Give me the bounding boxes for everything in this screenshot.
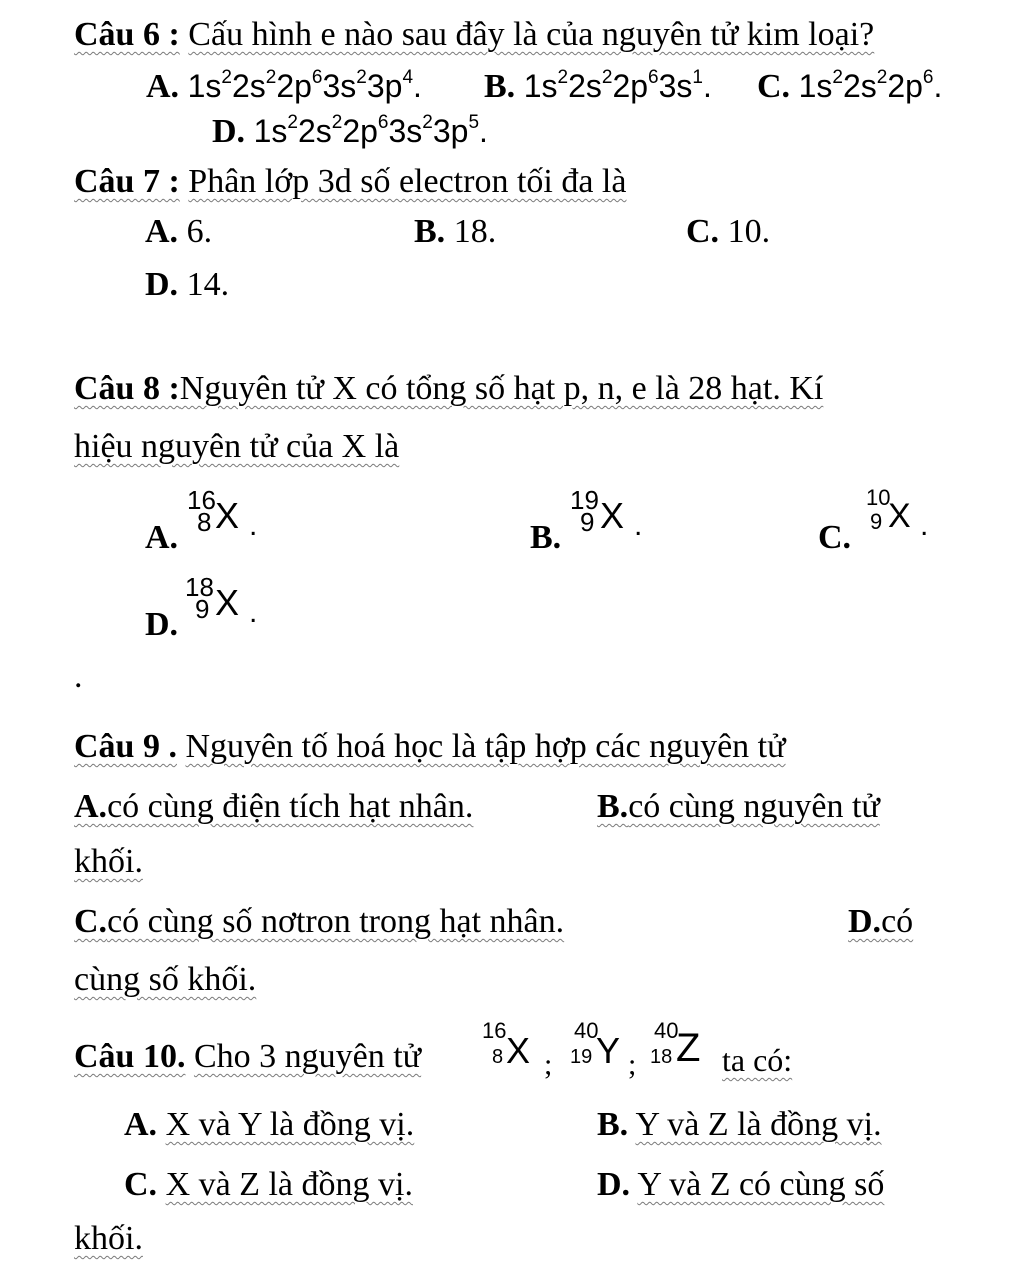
- q6-label: Câu 6 :: [74, 16, 180, 53]
- q7-option-c[interactable]: C. 10.: [686, 213, 771, 250]
- q10-option-b[interactable]: B. Y và Z là đồng vị.: [597, 1106, 882, 1143]
- q7-option-a[interactable]: A. 6.: [145, 213, 213, 250]
- q6-option-d[interactable]: D. $1s^22s^22p^63s^23p^5$.: [212, 112, 488, 150]
- q10-separator-2: ;: [628, 1048, 637, 1081]
- q10-text-after: ta có:: [722, 1042, 793, 1078]
- q10-atom-x: 16 8 X: [482, 1018, 531, 1071]
- q9-option-d[interactable]: D.có: [848, 903, 914, 940]
- q6-option-b-config: $1s^22s^22p^63s^1$.: [523, 67, 712, 104]
- q8-option-a-isotope: 16 8 X .: [187, 485, 258, 542]
- q6-option-a-config: $1s^22s^22p^63s^23p^4$.: [187, 67, 422, 104]
- q8-option-d[interactable]: D. 18 9 X .: [145, 572, 285, 632]
- stray-dot: .: [74, 658, 83, 695]
- q7-option-b[interactable]: B. 18.: [414, 213, 497, 250]
- q9-question: [74, 730, 786, 764]
- q8-option-a[interactable]: A. 16 8 X .: [145, 485, 285, 545]
- q8-option-c[interactable]: C. 10 9 X .: [818, 485, 958, 545]
- q6-option-c-config: $1s^22s^22p^6$.: [798, 67, 943, 104]
- q9-option-d-continued: cùng số khối.: [74, 961, 257, 998]
- q10-separator-1: ;: [544, 1048, 553, 1081]
- q9-option-b[interactable]: B.có cùng nguyên tử: [597, 788, 880, 825]
- q6-text: Cấu hình e nào sau đây là của nguyên tử kim loại?: [188, 16, 875, 53]
- q9-option-a[interactable]: A.có cùng điện tích hạt nhân.: [74, 788, 474, 825]
- q10-atom-z: 40 18 Z: [650, 1018, 701, 1070]
- q10-text-before: Cho 3 nguyên tử: [193, 1038, 422, 1075]
- q8-text-line2: hiệu nguyên tử của X là: [74, 428, 400, 465]
- q10-atoms: [478, 1018, 718, 1080]
- q6-option-c[interactable]: C. $1s^22s^22p^6$.: [757, 67, 943, 105]
- q10-question: [74, 1040, 421, 1074]
- q6-option-d-config: $1s^22s^22p^63s^23p^5$.: [253, 112, 488, 149]
- q8-option-c-isotope: 10 9 X .: [866, 485, 929, 542]
- q7-question: [74, 165, 626, 199]
- q7-label: Câu 7 :: [74, 163, 180, 200]
- q10-option-a[interactable]: A. X và Y là đồng vị.: [124, 1106, 415, 1143]
- q10-option-d[interactable]: D. Y và Z có cùng số: [597, 1166, 885, 1203]
- q10-label: Câu 10.: [74, 1038, 186, 1075]
- q10-option-d-continued: khối.: [74, 1220, 143, 1257]
- q8-option-b-isotope: 19 9 X .: [570, 485, 643, 542]
- q8-label: Câu 8 :: [74, 370, 180, 407]
- q8-option-d-isotope: 18 9 X .: [185, 572, 258, 629]
- q6-question: [74, 18, 874, 52]
- q8-question-line1: [74, 372, 823, 406]
- q9-label: Câu 9 .: [74, 728, 177, 765]
- q6-option-a[interactable]: A. $1s^22s^22p^63s^23p^4$.: [146, 67, 422, 105]
- q8-option-b[interactable]: B. 19 9 X .: [530, 485, 670, 545]
- q8-question-line2: [74, 430, 399, 464]
- q9-option-c[interactable]: C.có cùng số nơtron trong hạt nhân.: [74, 903, 565, 940]
- q8-text-line1: Nguyên tử X có tổng số hạt p, n, e là 28 hạt. Kí: [179, 370, 824, 407]
- q6-option-b[interactable]: B. $1s^22s^22p^63s^1$.: [484, 67, 712, 105]
- q9-option-b-continued: khối.: [74, 843, 143, 880]
- q10-option-c[interactable]: C. X và Z là đồng vị.: [124, 1166, 413, 1203]
- q9-text: Nguyên tố hoá học là tập hợp các nguyên tử: [185, 728, 786, 765]
- q7-text: Phân lớp 3d số electron tối đa là: [188, 163, 627, 200]
- q10-atom-y: 40 19 Y: [570, 1018, 621, 1071]
- q7-option-d[interactable]: D. 14.: [145, 266, 230, 303]
